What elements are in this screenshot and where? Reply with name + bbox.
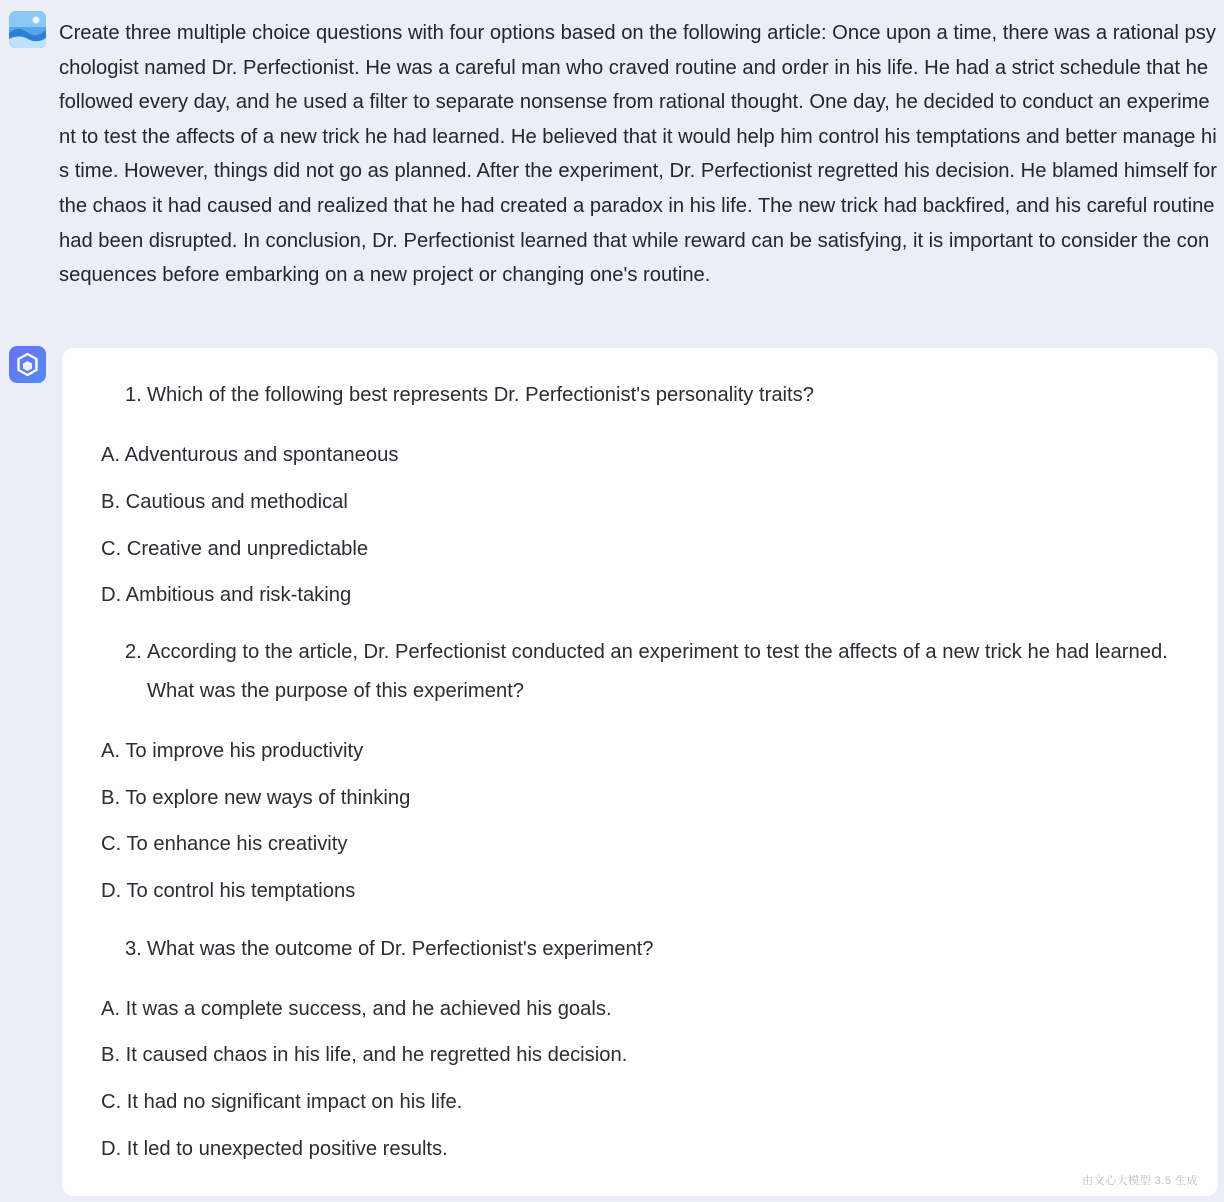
question-1-option-c: C. Creative and unpredictable: [101, 538, 369, 560]
question-2: [125, 633, 1185, 711]
question-2-option-b: B. To explore new ways of thinking: [101, 787, 411, 809]
question-number: 1.: [125, 384, 142, 406]
question-3-option-c: C. It had no significant impact on his life.: [101, 1091, 463, 1113]
user-message: [0, 0, 1224, 338]
assistant-avatar: [9, 346, 46, 383]
question-number: 2.: [125, 641, 142, 663]
generated-by-watermark: 由文心大模型 3.5 生成: [1082, 1175, 1198, 1187]
question-number: 3.: [125, 938, 142, 960]
question-text: Which of the following best represents Dr. Perfectionist's personality traits?: [147, 384, 814, 406]
question-3: [125, 930, 1185, 969]
assistant-answer-card: [62, 348, 1218, 1196]
user-avatar-landscape-icon: [9, 11, 46, 48]
question-1: [125, 376, 1185, 415]
question-text: According to the article, Dr. Perfectionist conducted an experiment to test the affects of a new trick he had learned. What was the purpose of this experiment?: [147, 641, 1168, 702]
assistant-cube-logo-icon: [9, 346, 46, 383]
user-avatar: [9, 11, 46, 48]
question-text: What was the outcome of Dr. Perfectionist's experiment?: [147, 938, 654, 960]
question-3-option-d: D. It led to unexpected positive results.: [101, 1138, 448, 1160]
question-1-option-d: D. Ambitious and risk-taking: [101, 584, 352, 606]
question-3-option-a: A. It was a complete success, and he achieved his goals.: [101, 998, 612, 1020]
question-2-option-d: D. To control his temptations: [101, 880, 356, 902]
user-prompt-text: Create three multiple choice questions with four options based on the following article: Once upon a time, there was a rational psychologist named Dr. Perfectionist. He was a careful man who craved routine and order in his life. He had a strict schedule that he followed every day, and he used a filter to separate nonsense from rational thought. One day, he decided to conduct an experiment to test the affects of a new trick he had learned. He believed that it would help him control his temptations and better manage his time. However, things did not go as planned. After the experiment, Dr. Perfectionist regretted his decision. He blamed himself for the chaos it had caused and realized that he had created a paradox in his life. The new trick had backfired, and his careful routine had been disrupted. In conclusion, Dr. Perfectionist learned that while reward can be satisfying, it is important to consider the consequences before embarking on a new project or changing one's routine.: [59, 22, 1217, 287]
question-2-option-a: A. To improve his productivity: [101, 740, 364, 762]
question-1-option-b: B. Cautious and methodical: [101, 491, 348, 513]
question-2-option-c: C. To enhance his creativity: [101, 833, 348, 855]
question-1-option-a: A. Adventurous and spontaneous: [101, 444, 399, 466]
question-3-option-b: B. It caused chaos in his life, and he regretted his decision.: [101, 1044, 628, 1066]
